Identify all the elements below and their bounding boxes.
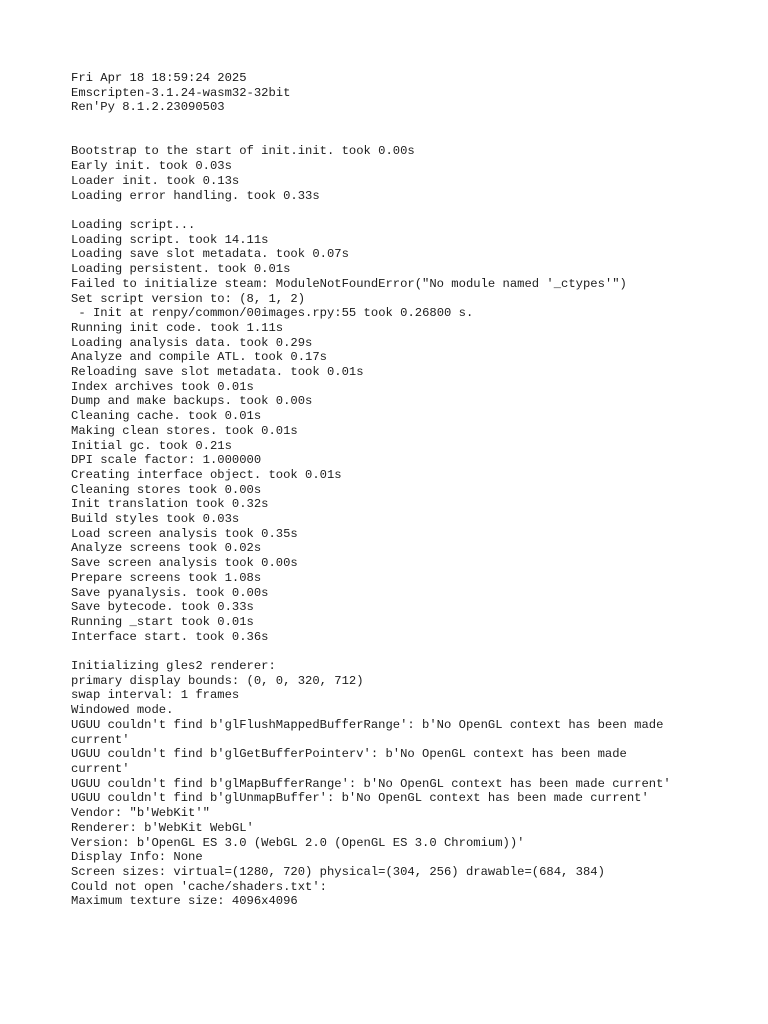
log-line: Could not open 'cache/shaders.txt': [71, 879, 327, 894]
log-line: Running _start took 0.01s [71, 614, 254, 629]
log-line: Emscripten-3.1.24-wasm32-32bit [71, 85, 291, 100]
log-line: Save pyanalysis. took 0.00s [71, 585, 269, 600]
log-line: Creating interface object. took 0.01s [71, 467, 342, 482]
log-line: Maximum texture size: 4096x4096 [71, 894, 298, 909]
log-line: Loading script. took 14.11s [71, 232, 269, 247]
log-line: Initial gc. took 0.21s [71, 438, 232, 453]
log-line: swap interval: 1 frames [71, 688, 240, 703]
log-line: Loading analysis data. took 0.29s [71, 335, 313, 350]
log-line: Failed to initialize steam: ModuleNotFoundError("No module named '_ctypes'") [71, 276, 627, 291]
log-line: Prepare screens took 1.08s [71, 570, 262, 585]
log-line: Dump and make backups. took 0.00s [71, 394, 313, 409]
log-line: Interface start. took 0.36s [71, 629, 269, 644]
log-line: Ren'Py 8.1.2.23090503 [71, 100, 225, 115]
blank-line [71, 130, 731, 145]
log-line: Fri Apr 18 18:59:24 2025 [71, 71, 247, 85]
log-line: current' [71, 732, 130, 747]
log-line: Making clean stores. took 0.01s [71, 423, 298, 438]
log-line: DPI scale factor: 1.000000 [71, 453, 262, 468]
log-line: Loading error handling. took 0.33s [71, 188, 320, 203]
log-line: Running init code. took 1.11s [71, 320, 284, 335]
log-line: Set script version to: (8, 1, 2) [71, 291, 306, 306]
log-line: Load screen analysis took 0.35s [71, 526, 298, 541]
log-line: Index archives took 0.01s [71, 379, 254, 394]
log-line: Bootstrap to the start of init.init. took 0.00s [71, 144, 415, 159]
log-line: Display Info: None [71, 850, 203, 865]
log-line: UGUU couldn't find b'glUnmapBuffer': b'No OpenGL context has been made current' [71, 791, 649, 806]
log-line: Vendor: "b'WebKit'" [71, 806, 210, 821]
log-line: Analyze screens took 0.02s [71, 541, 262, 556]
log-line: Initializing gles2 renderer: [71, 659, 276, 674]
log-line: Screen sizes: virtual=(1280, 720) physical=(304, 256) drawable=(684, 384) [71, 864, 605, 879]
log-line: UGUU couldn't find b'glFlushMappedBufferRange': b'No OpenGL context has been made [71, 717, 664, 732]
log-line: UGUU couldn't find b'glGetBufferPointerv': b'No OpenGL context has been made [71, 747, 627, 762]
log-line: Early init. took 0.03s [71, 159, 232, 174]
log-line: Save bytecode. took 0.33s [71, 600, 254, 615]
log-line: Renderer: b'WebKit WebGL' [71, 820, 254, 835]
log-line: Version: b'OpenGL ES 3.0 (WebGL 2.0 (OpenGL ES 3.0 Chromium))' [71, 835, 525, 850]
log-line: Cleaning stores took 0.00s [71, 482, 262, 497]
blank-line [71, 644, 731, 659]
log-text [71, 71, 731, 909]
log-line: Loading save slot metadata. took 0.07s [71, 247, 349, 262]
blank-line [71, 203, 731, 218]
log-line: current' [71, 761, 130, 776]
log-line: Build styles took 0.03s [71, 512, 240, 527]
log-line: Loading script... [71, 217, 196, 232]
log-line: primary display bounds: (0, 0, 320, 712) [71, 673, 364, 688]
log-line: Reloading save slot metadata. took 0.01s [71, 365, 364, 380]
log-line: Cleaning cache. took 0.01s [71, 409, 262, 424]
log-line: Init translation took 0.32s [71, 497, 269, 512]
blank-line [71, 115, 731, 130]
log-line: UGUU couldn't find b'glMapBufferRange': b'No OpenGL context has been made current' [71, 776, 671, 791]
log-line: - Init at renpy/common/00images.rpy:55 took 0.26800 s. [71, 306, 474, 321]
log-line: Loading persistent. took 0.01s [71, 262, 291, 277]
log-line: Windowed mode. [71, 703, 174, 718]
log-line: Loader init. took 0.13s [71, 173, 240, 188]
log-line: Save screen analysis took 0.00s [71, 556, 298, 571]
log-line: Analyze and compile ATL. took 0.17s [71, 350, 327, 365]
